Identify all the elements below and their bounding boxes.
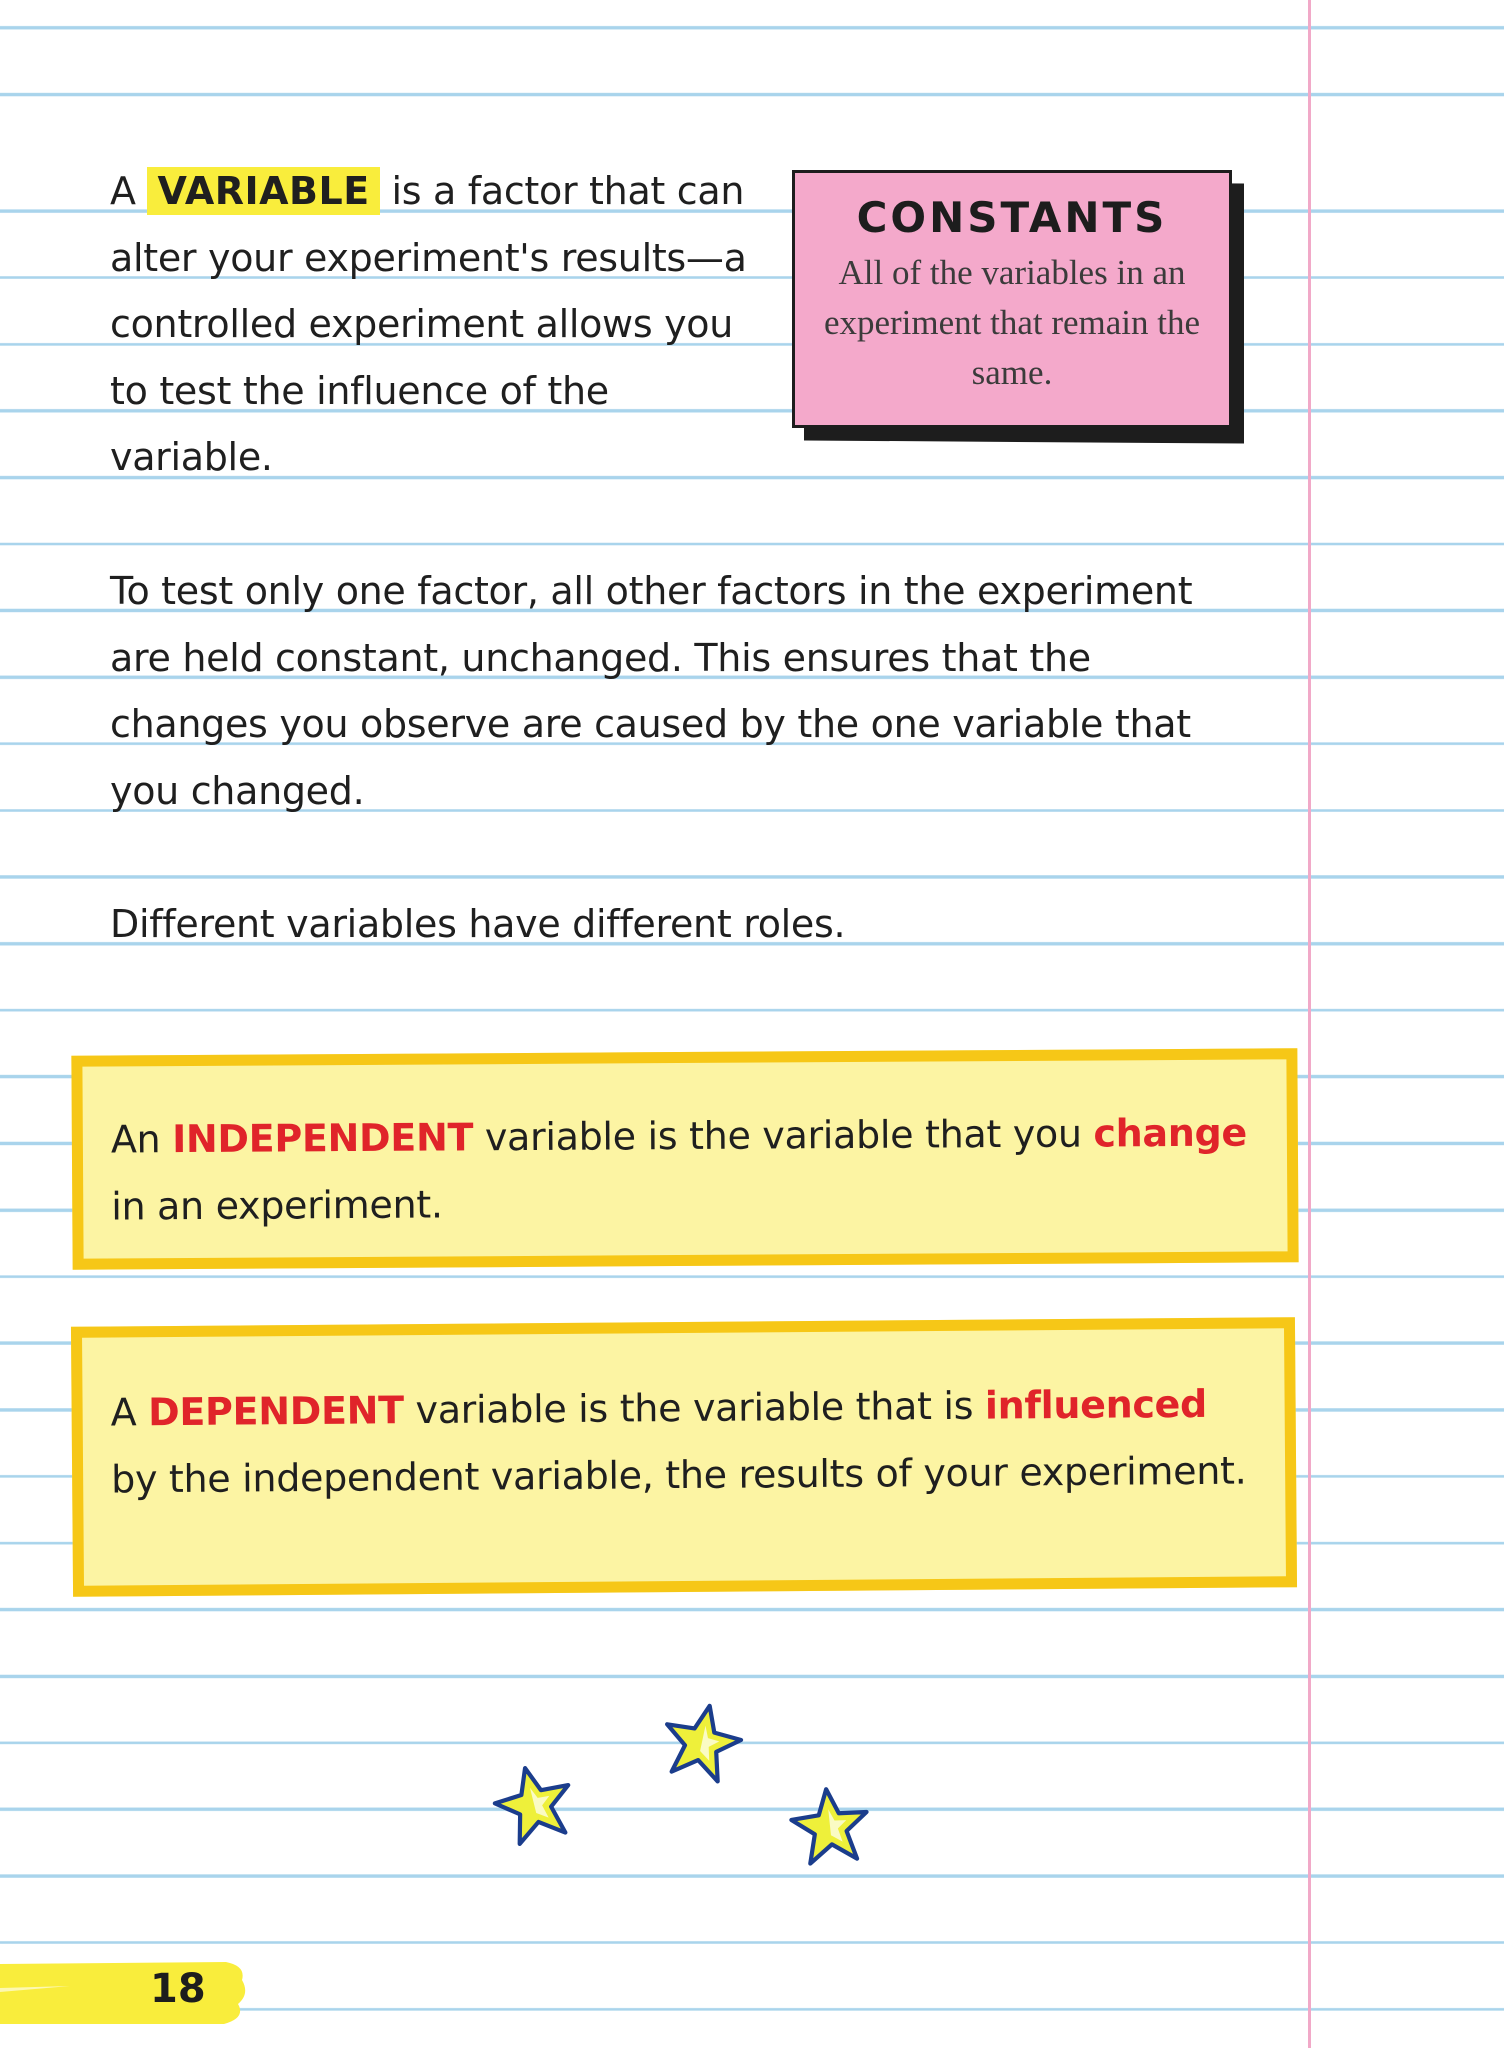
variable-definition	[110, 158, 770, 491]
star-icon	[492, 1762, 576, 1846]
independent-text	[111, 1099, 1282, 1239]
independent-middle: variable is the variable that you	[484, 1111, 1082, 1160]
constants-title: CONSTANTS	[856, 193, 1168, 242]
dependent-variable-box	[71, 1317, 1297, 1597]
margin-line	[1308, 0, 1311, 2048]
constants-body: All of the variables in an experiment that remain the same.	[823, 253, 1201, 392]
independent-keyword: change	[1093, 1110, 1248, 1156]
roles-paragraph-text: Different variables have different roles.	[110, 902, 846, 946]
independent-variable-box	[71, 1048, 1298, 1269]
star-icon	[788, 1784, 872, 1868]
dependent-term: DEPENDENT	[147, 1388, 404, 1435]
dependent-rest: by the independent variable, the results of your experiment.	[110, 1448, 1247, 1502]
card-face	[792, 170, 1232, 428]
variable-term: VARIABLE	[147, 167, 379, 215]
dependent-lead: A	[110, 1390, 137, 1435]
independent-term: INDEPENDENT	[172, 1115, 474, 1162]
roles-paragraph	[110, 891, 1260, 958]
constant-paragraph	[110, 558, 1260, 824]
highlighter-swash	[0, 1958, 250, 2028]
variable-rest: is a factor that can alter your experiment's results—a controlled experiment allows you to test the influence of the variable.	[110, 169, 747, 480]
dependent-keyword: influenced	[984, 1381, 1208, 1428]
constant-paragraph-text: To test only one factor, all other factors in the experiment are held constant, unchanged. This ensures that the changes you observe are caused by the one variable that you changed.	[110, 569, 1193, 813]
page-number: 18	[150, 1966, 206, 2012]
star-icon	[660, 1700, 744, 1784]
dependent-middle: variable is the variable that is	[415, 1383, 974, 1433]
independent-rest: in an experiment.	[111, 1182, 443, 1229]
dependent-text	[110, 1370, 1261, 1512]
independent-lead: An	[110, 1117, 161, 1162]
page-number-tab	[0, 1958, 250, 2028]
variable-lead: A	[110, 169, 136, 213]
constants-card	[792, 170, 1244, 440]
